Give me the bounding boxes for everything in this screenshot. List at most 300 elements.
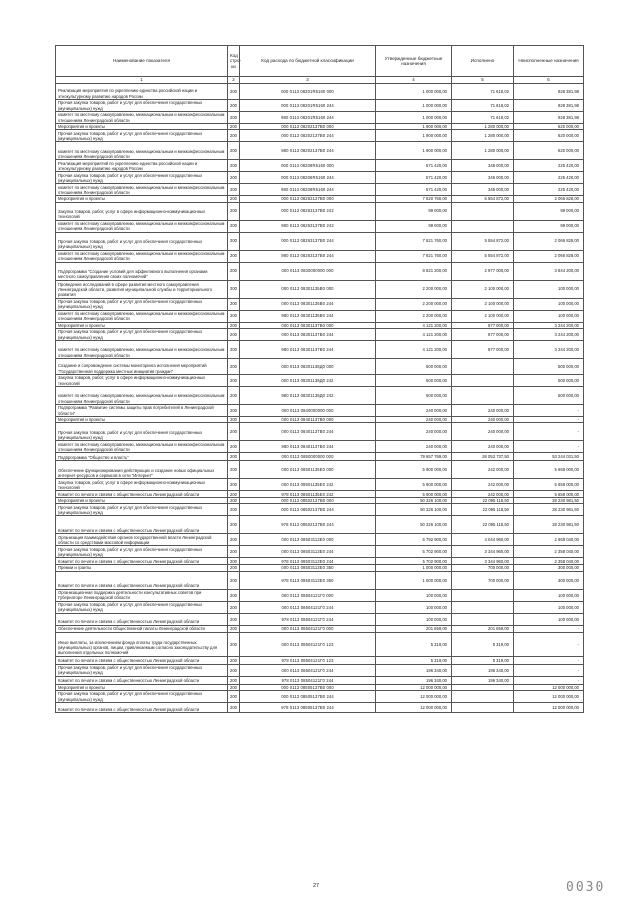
row-class-code: 000 0113 08202137В0 000 [240, 124, 376, 130]
row-executed: 240 000,00 [452, 441, 514, 453]
row-approved: 500 000,00 [376, 374, 452, 386]
row-unexecuted: 2 065 828,00 [514, 196, 584, 202]
table-row [56, 691, 584, 703]
row-approved: 4 121 200,00 [376, 328, 452, 340]
row-approved: 5 900 000,00 [376, 461, 452, 479]
row-executed: 2 100 000,00 [452, 298, 514, 310]
row-class-code: 000 0113 0830000000 000 [240, 262, 376, 280]
row-approved: 50 326 100,00 [376, 498, 452, 504]
row-executed: 71 618,02 [452, 100, 514, 112]
row-class-code: 980 0113 08301135В0 244 [240, 310, 376, 322]
row-indicator-name: Организация взаимодействия органов государственной власти Ленинградской области со средствами массовой информации [56, 534, 228, 546]
table-header-row [56, 46, 584, 77]
table-row [56, 453, 584, 461]
row-line-code: 200 [228, 625, 240, 632]
table-row [56, 358, 584, 374]
row-approved: 100 000,00 [376, 589, 452, 601]
row-unexecuted: - [514, 676, 584, 684]
row-executed: 5 554 872,00 [452, 196, 514, 202]
row-indicator-name: комитет по местному самоуправлению, межнациональным и межконфессиональным отношениям Ленинградской области [56, 184, 228, 196]
row-unexecuted: 28 230 981,50 [514, 516, 584, 534]
row-approved: 1 900 000,00 [376, 124, 452, 130]
row-line-code: 200 [228, 453, 240, 461]
row-approved: 5 900 000,00 [376, 491, 452, 498]
row-executed: 348 000,00 [452, 160, 514, 172]
table-row [56, 386, 584, 404]
table-row [56, 516, 584, 534]
row-line-code: 200 [228, 656, 240, 664]
row-line-code: 200 [228, 124, 240, 130]
row-executed: 2 100 000,00 [452, 310, 514, 322]
row-class-code: 000 0113 08301138Д0 242 [240, 374, 376, 386]
row-line-code: 200 [228, 310, 240, 322]
report-sheet [55, 45, 583, 713]
row-class-code: 000 0113 08504121Г0 123 [240, 632, 376, 656]
row-unexecuted: 300 000,00 [514, 565, 584, 571]
row-unexecuted: - [514, 441, 584, 453]
row-class-code: 000 0113 08206R5160 244 [240, 172, 376, 184]
row-indicator-name: Подпрограмма "Создание условий для эффективного выполнения органами местного самоуправления своих полномочий" [56, 262, 228, 280]
row-class-code: 000 0113 08504121Г0 000 [240, 589, 376, 601]
column-number: 4 [376, 77, 452, 84]
row-executed: 877 000,00 [452, 322, 514, 328]
row-line-code: 200 [228, 298, 240, 310]
row-indicator-name: комитет по местному самоуправлению, межнациональным и межконфессиональным отношениям Ленинградской области [56, 220, 228, 232]
row-class-code: 000 0113 08201R5160 000 [240, 84, 376, 100]
row-class-code: 000 0113 08301135В0 244 [240, 298, 376, 310]
row-executed: 5 554 872,00 [452, 232, 514, 250]
row-executed: 1 280 000,00 [452, 130, 514, 142]
row-indicator-name: Мероприятия и проекты [56, 498, 228, 504]
row-unexecuted: 100 000,00 [514, 613, 584, 625]
row-unexecuted: 928 381,98 [514, 112, 584, 124]
row-executed: 71 618,02 [452, 112, 514, 124]
row-executed: 2 100 000,00 [452, 280, 514, 298]
row-line-code: 200 [228, 504, 240, 516]
table-row [56, 613, 584, 625]
column-number: 2 [228, 77, 240, 84]
table-row [56, 310, 584, 322]
row-indicator-name: Прочая закупка товаров, работ и услуг для обеспечения государственных (муниципальных) нужд [56, 298, 228, 310]
row-indicator-name: Прочая закупка товаров, работ и услуг для обеспечения государственных (муниципальных) нужд [56, 601, 228, 613]
table-row [56, 632, 584, 656]
row-class-code: 000 0113 0840000000 000 [240, 404, 376, 416]
row-class-code: 978 0113 08504121Г0 123 [240, 656, 376, 664]
row-indicator-name: Прочая закупка товаров, работ и услуг для обеспечения государственных (муниципальных) нужд [56, 691, 228, 703]
row-approved: 50 326 100,00 [376, 516, 452, 534]
row-class-code: 000 0113 08263137В0 242 [240, 202, 376, 220]
row-class-code: 000 0113 08504121Г0 244 [240, 664, 376, 676]
row-indicator-name: Проведение исследований в сфере развития местного самоуправления Ленинградской области, развития муниципальной службы и территориального развития [56, 280, 228, 298]
row-indicator-name: Комитет по печати и связям с общественностью Ленинградской области [56, 558, 228, 565]
row-indicator-name: Комитет по печати и связям с общественностью Ленинградской области [56, 571, 228, 589]
row-line-code: 200 [228, 558, 240, 565]
row-approved: 571 420,00 [376, 172, 452, 184]
row-class-code: 000 0113 08301135В0 000 [240, 280, 376, 298]
row-unexecuted: 12 000 000,00 [514, 684, 584, 690]
row-unexecuted: 620 000,00 [514, 142, 584, 160]
row-line-code: 200 [228, 374, 240, 386]
table-row [56, 589, 584, 601]
row-line-code: 200 [228, 441, 240, 453]
row-unexecuted: 2 066 828,00 [514, 232, 584, 250]
row-line-code: 200 [228, 691, 240, 703]
row-line-code: 200 [228, 498, 240, 504]
row-indicator-name: Обеспечение функционирования действующих и создание новых официальных интернет-ресурсов и сервисов в сети "Интернет" [56, 461, 228, 479]
table-row [56, 423, 584, 441]
row-approved: 12 000 000,00 [376, 684, 452, 690]
row-executed: 1 280 000,00 [452, 124, 514, 130]
row-line-code: 200 [228, 112, 240, 124]
row-approved: 5 900 000,00 [376, 479, 452, 491]
row-approved: 2 200 000,00 [376, 298, 452, 310]
row-class-code: 980 0113 08263137В0 244 [240, 250, 376, 262]
row-indicator-name: комитет по местному самоуправлению, межнациональным и межконфессиональным отношениям Ленинградской области [56, 112, 228, 124]
row-executed [452, 613, 514, 625]
row-unexecuted: - [514, 404, 584, 416]
row-approved: 1 000 000,00 [376, 112, 452, 124]
row-indicator-name: Прочая закупка товаров, работ и услуг для обеспечения государственных (муниципальных) нужд [56, 172, 228, 184]
row-class-code: 000 0113 08505137В0 244 [240, 691, 376, 703]
row-indicator-name: Мероприятия и проекты [56, 124, 228, 130]
row-unexecuted: 28 230 981,50 [514, 498, 584, 504]
row-approved: 1 900 000,00 [376, 130, 452, 142]
row-unexecuted: 100 000,00 [514, 310, 584, 322]
row-indicator-name: Комитет по печати и связям с общественностью Ленинградской области [56, 516, 228, 534]
row-indicator-name: Мероприятия и проекты [56, 196, 228, 202]
row-class-code: 980 0113 08263137В0 242 [240, 220, 376, 232]
row-executed [452, 386, 514, 404]
column-number: 5 [452, 77, 514, 84]
row-approved: 5 319,00 [376, 632, 452, 656]
table-row [56, 184, 584, 196]
column-number: 3 [240, 77, 376, 84]
row-executed [452, 589, 514, 601]
row-approved: 1 000 000,00 [376, 571, 452, 589]
row-indicator-name: Прочая закупка товаров, работ и услуг для обеспечения государственных (муниципальных) нужд [56, 423, 228, 441]
row-executed: 346 000,00 [452, 184, 514, 196]
row-unexecuted: 12 000 000,00 [514, 691, 584, 703]
row-unexecuted: 500 000,00 [514, 358, 584, 374]
row-approved: 4 121 200,00 [376, 322, 452, 328]
row-approved: 201 659,00 [376, 625, 452, 632]
row-unexecuted: 2 358 040,00 [514, 558, 584, 565]
table-row [56, 625, 584, 632]
row-unexecuted: 2 668 040,00 [514, 534, 584, 546]
row-class-code: 980 0113 08401137В0 244 [240, 441, 376, 453]
row-class-code: 978 0113 08504121Г0 244 [240, 676, 376, 684]
row-unexecuted: 53 244 031,50 [514, 453, 584, 461]
row-approved: 240 000,00 [376, 404, 452, 416]
table-row [56, 664, 584, 676]
row-approved: 7 621 760,00 [376, 232, 452, 250]
table-row [56, 534, 584, 546]
row-approved: 500 000,00 [376, 358, 452, 374]
table-row [56, 571, 584, 589]
row-class-code: 000 0113 08502137В0 000 [240, 498, 376, 504]
row-class-code: 000 0113 08501135Е0 000 [240, 461, 376, 479]
row-executed: 26 053 737,50 [452, 453, 514, 461]
row-class-code: 000 0113 08401137В0 244 [240, 423, 376, 441]
row-unexecuted: 5 658 000,00 [514, 491, 584, 498]
row-approved: 196 340,00 [376, 664, 452, 676]
row-indicator-name: Прочая закупка товаров, работ и услуг для обеспечения государственных (муниципальных) нужд [56, 130, 228, 142]
row-approved: 5 702 900,00 [376, 558, 452, 565]
row-unexecuted: 620 000,00 [514, 130, 584, 142]
row-indicator-name: Прочая закупка товаров, работ и услуг для обеспечения государственных (муниципальных) нужд [56, 232, 228, 250]
row-executed: 5 319,00 [452, 656, 514, 664]
row-line-code: 200 [228, 632, 240, 656]
table-row [56, 546, 584, 558]
row-unexecuted: 3 244 200,00 [514, 340, 584, 358]
row-line-code: 200 [228, 684, 240, 690]
table-row [56, 232, 584, 250]
row-line-code: 200 [228, 703, 240, 713]
row-class-code: 000 0113 08201R5160 244 [240, 100, 376, 112]
row-line-code: 200 [228, 613, 240, 625]
row-indicator-name: Создание и сопровождение системы мониторинга исполнения мероприятий "Государственная поддержка местных инициатив граждан" [56, 358, 228, 374]
row-line-code: 200 [228, 491, 240, 498]
row-executed: 196 340,00 [452, 664, 514, 676]
row-class-code: 980 0113 08201R5160 244 [240, 112, 376, 124]
table-row [56, 298, 584, 310]
row-line-code: 200 [228, 423, 240, 441]
row-unexecuted: 928 381,98 [514, 84, 584, 100]
row-executed: 242 000,00 [452, 479, 514, 491]
row-approved: 99 000,00 [376, 202, 452, 220]
row-executed: 877 000,00 [452, 328, 514, 340]
row-approved: 5 702 900,00 [376, 546, 452, 558]
row-class-code: 000 0113 08263137В0 000 [240, 196, 376, 202]
row-executed [452, 601, 514, 613]
header-executed: Исполнено [452, 46, 514, 77]
row-class-code: 978 0113 08504121Г0 244 [240, 613, 376, 625]
row-line-code: 200 [228, 196, 240, 202]
row-unexecuted: - [514, 664, 584, 676]
row-class-code: 000 0113 08504121Г0 244 [240, 601, 376, 613]
table-row [56, 84, 584, 100]
row-line-code: 200 [228, 322, 240, 328]
row-class-code: 000 0113 0850000000 000 [240, 453, 376, 461]
row-approved: 196 340,00 [376, 676, 452, 684]
table-row [56, 100, 584, 112]
row-unexecuted: 100 000,00 [514, 589, 584, 601]
row-line-code: 200 [228, 160, 240, 172]
row-indicator-name: комитет по местному самоуправлению, межнациональным и межконфессиональным отношениям Ленинградской области [56, 142, 228, 160]
row-indicator-name: Реализация мероприятия по укреплению единства российской нации и этнокультурному развитию народов России [56, 84, 228, 100]
row-approved: 1 000 000,00 [376, 100, 452, 112]
row-class-code: 000 0113 08301137В0 244 [240, 328, 376, 340]
row-unexecuted: 3 244 200,00 [514, 328, 584, 340]
row-executed: 242 000,00 [452, 461, 514, 479]
row-line-code: 200 [228, 328, 240, 340]
row-indicator-name: Прочая закупка товаров, работ и услуг для обеспечения государственных (муниципальных) нужд [56, 504, 228, 516]
table-row [56, 404, 584, 416]
row-line-code: 200 [228, 84, 240, 100]
row-unexecuted: 100 000,00 [514, 280, 584, 298]
row-unexecuted: 500 000,00 [514, 386, 584, 404]
row-unexecuted: 620 000,00 [514, 124, 584, 130]
row-approved: 4 121 200,00 [376, 340, 452, 358]
row-approved: 5 319,00 [376, 656, 452, 664]
row-class-code: 980 0113 08206R5160 244 [240, 184, 376, 196]
table-body [56, 84, 584, 713]
row-unexecuted: - [514, 625, 584, 632]
row-line-code: 200 [228, 184, 240, 196]
row-line-code: 200 [228, 571, 240, 589]
row-line-code: 200 [228, 130, 240, 142]
row-approved: 2 200 000,00 [376, 310, 452, 322]
row-approved: 7 620 760,00 [376, 196, 452, 202]
table-row [56, 558, 584, 565]
column-number: 6 [514, 77, 584, 84]
row-executed [452, 220, 514, 232]
row-class-code: 000 0113 08502137В0 244 [240, 504, 376, 516]
table-row [56, 280, 584, 298]
row-indicator-name: Комитет по печати и связям с общественностью Ленинградской области [56, 613, 228, 625]
row-executed: 5 554 872,00 [452, 250, 514, 262]
row-executed: 5 319,00 [452, 632, 514, 656]
row-indicator-name: Премии и гранты [56, 565, 228, 571]
row-executed: 4 044 960,00 [452, 534, 514, 546]
table-row [56, 202, 584, 220]
row-executed [452, 202, 514, 220]
row-executed [452, 703, 514, 713]
row-line-code: 200 [228, 202, 240, 220]
row-executed: 196 340,00 [452, 676, 514, 684]
row-class-code: 000 0113 08202137В0 244 [240, 130, 376, 142]
row-unexecuted: 99 000,00 [514, 202, 584, 220]
row-unexecuted: - [514, 416, 584, 422]
row-indicator-name: Комитет по печати и связям с общественностью Ленинградской области [56, 676, 228, 684]
row-class-code: 000 0113 08263137В0 244 [240, 232, 376, 250]
row-executed: 700 000,00 [452, 565, 514, 571]
row-approved: 240 000,00 [376, 423, 452, 441]
row-approved: 1 000 000,00 [376, 565, 452, 571]
row-line-code: 200 [228, 358, 240, 374]
column-number: 1 [56, 77, 228, 84]
row-executed: 242 000,00 [452, 491, 514, 498]
row-executed: 3 344 960,00 [452, 558, 514, 565]
row-line-code: 200 [228, 589, 240, 601]
row-line-code: 200 [228, 664, 240, 676]
row-unexecuted: 12 000 000,00 [514, 703, 584, 713]
row-unexecuted: - [514, 423, 584, 441]
row-indicator-name: комитет по местному самоуправлению, межнациональным и межконфессиональным отношениям Ленинградской области [56, 310, 228, 322]
row-class-code: 000 0113 08505137В0 000 [240, 684, 376, 690]
column-number-row [56, 77, 584, 84]
row-line-code: 200 [228, 461, 240, 479]
row-unexecuted: - [514, 656, 584, 664]
table-row [56, 250, 584, 262]
table-row [56, 142, 584, 160]
row-indicator-name: Организационная поддержка деятельности консультативных советов при Губернаторе Ленинградской области [56, 589, 228, 601]
row-indicator-name: комитет по местному самоуправлению, межнациональным и межконфессиональным отношениям Ленинградской области [56, 386, 228, 404]
row-approved: 99 000,00 [376, 220, 452, 232]
row-indicator-name: Реализация мероприятий по укреплению единства российской нации и этнокультурному развитию народов России [56, 160, 228, 172]
row-indicator-name: Мероприятия и проекты [56, 416, 228, 422]
table-row [56, 172, 584, 184]
row-class-code: 978 0113 08505137В0 244 [240, 703, 376, 713]
row-class-code: 000 0113 08301138Д0 000 [240, 358, 376, 374]
row-approved: 100 000,00 [376, 613, 452, 625]
row-indicator-name: Прочая закупка товаров, работ и услуг для обеспечения государственных (муниципальных) нужд [56, 546, 228, 558]
header-approved: Утвержденные бюджетные назначения [376, 46, 452, 77]
row-executed: 2 977 000,00 [452, 262, 514, 280]
table-row [56, 491, 584, 498]
row-executed [452, 358, 514, 374]
row-class-code: 978 0113 08503113Е0 350 [240, 571, 376, 589]
row-unexecuted: 300 000,00 [514, 571, 584, 589]
table-row [56, 328, 584, 340]
row-unexecuted: 5 658 000,00 [514, 479, 584, 491]
row-approved: 7 621 760,00 [376, 250, 452, 262]
row-approved: 12 000 000,00 [376, 703, 452, 713]
row-indicator-name: Прочая закупка товаров, работ и услуг для обеспечения государственных (муниципальных) нужд [56, 328, 228, 340]
row-executed: 240 000,00 [452, 423, 514, 441]
row-approved: 500 000,00 [376, 386, 452, 404]
row-line-code: 200 [228, 280, 240, 298]
row-approved: 1 000 000,00 [376, 84, 452, 100]
row-indicator-name: Комитет по печати и связям с общественностью Ленинградской области [56, 703, 228, 713]
row-line-code: 200 [228, 565, 240, 571]
table-row [56, 112, 584, 124]
row-line-code: 200 [228, 601, 240, 613]
row-executed: 240 000,00 [452, 404, 514, 416]
budget-execution-table [55, 45, 584, 713]
header-line-code: Код стро-ки [228, 46, 240, 77]
row-unexecuted: - [514, 632, 584, 656]
row-class-code: 000 0113 08301137В0 000 [240, 322, 376, 328]
row-unexecuted: 225 420,00 [514, 172, 584, 184]
row-unexecuted: 28 230 981,50 [514, 504, 584, 516]
row-indicator-name: комитет по местному самоуправлению, межнациональным и межконфессиональным отношениям Ленинградской области [56, 250, 228, 262]
row-class-code: 000 0113 08206R5160 000 [240, 160, 376, 172]
row-approved: 50 326 100,00 [376, 504, 452, 516]
row-approved: 240 000,00 [376, 416, 452, 422]
row-indicator-name: Закупка товаров, работ, услуг в сфере информационно-коммуникационных технологий [56, 202, 228, 220]
row-line-code: 200 [228, 416, 240, 422]
row-class-code: 000 0113 08503113Е0 350 [240, 565, 376, 571]
row-unexecuted: 2 358 040,00 [514, 546, 584, 558]
row-unexecuted: 100 000,00 [514, 601, 584, 613]
table-row [56, 703, 584, 713]
row-line-code: 200 [228, 546, 240, 558]
row-executed: 346 000,00 [452, 172, 514, 184]
row-line-code: 200 [228, 250, 240, 262]
row-line-code: 200 [228, 220, 240, 232]
row-unexecuted: 3 844 200,00 [514, 262, 584, 280]
row-executed: 3 344 960,00 [452, 546, 514, 558]
row-class-code: 000 0113 08504121Г0 000 [240, 625, 376, 632]
row-executed [452, 374, 514, 386]
table-row [56, 479, 584, 491]
table-row [56, 601, 584, 613]
row-approved: 6 792 900,00 [376, 534, 452, 546]
header-unexecuted: Неисполненные назначения [514, 46, 584, 77]
row-unexecuted: 928 381,98 [514, 100, 584, 112]
row-approved: 79 657 769,00 [376, 453, 452, 461]
row-approved: 2 200 000,00 [376, 280, 452, 298]
row-approved: 571 420,00 [376, 184, 452, 196]
row-line-code: 200 [228, 479, 240, 491]
row-indicator-name: Комитет по печати и связям с общественностью Ленинградской области [56, 656, 228, 664]
row-approved: 240 000,00 [376, 441, 452, 453]
row-line-code: 200 [228, 172, 240, 184]
row-executed: 240 000,00 [452, 416, 514, 422]
table-row [56, 130, 584, 142]
table-row [56, 160, 584, 172]
